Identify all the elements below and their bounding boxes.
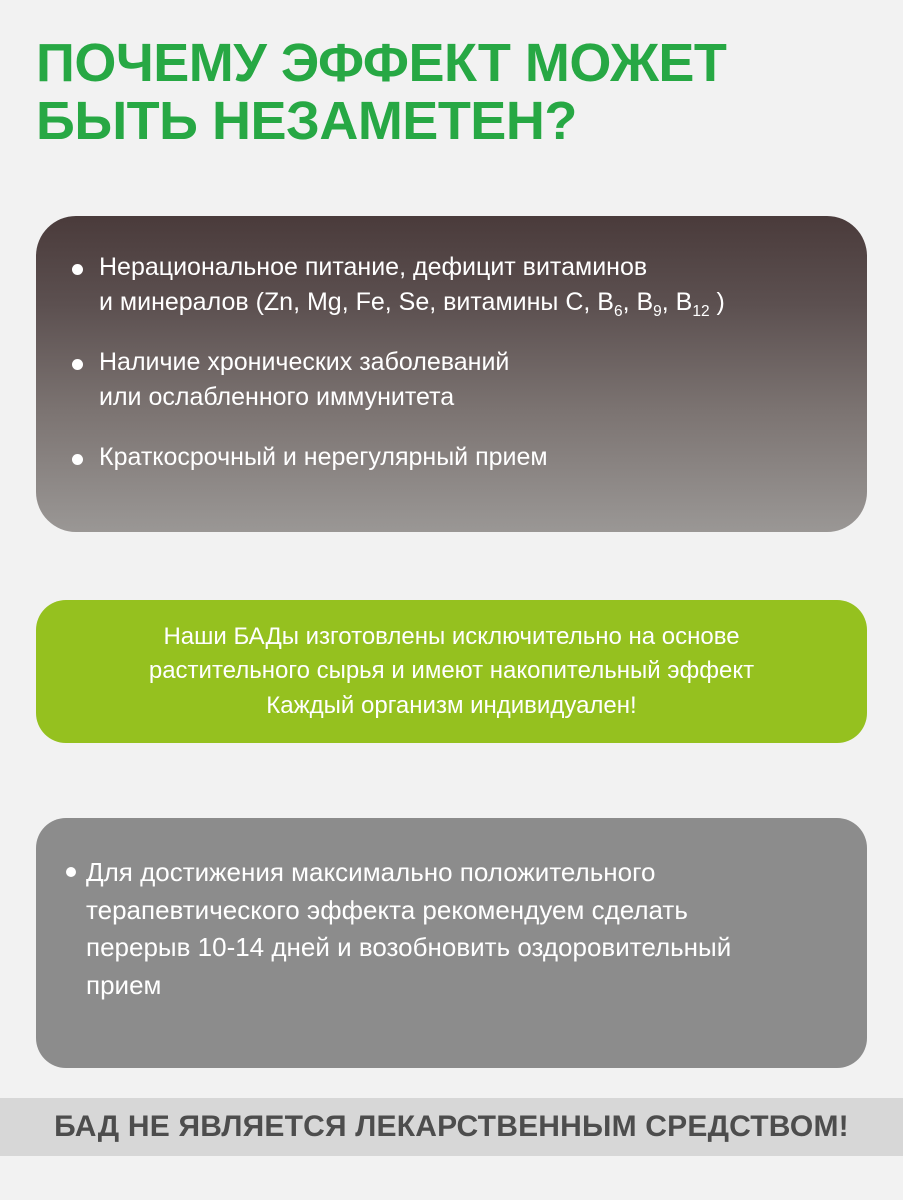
list-item-line: Краткосрочный и нерегулярный прием — [99, 443, 548, 471]
list-item-line — [99, 285, 831, 320]
list-item-line: перерыв 10-14 дней и возобновить оздоровительный — [86, 932, 732, 963]
vitamin-subscript-9: 9 — [653, 302, 662, 320]
bullet-dot-icon — [72, 359, 83, 370]
list-item — [72, 250, 831, 319]
page-title — [36, 34, 876, 151]
list-item-text — [86, 854, 827, 1005]
list-item-line-prefix: и минералов (Zn, Mg, Fe, Se, витамины C, B — [99, 287, 614, 316]
reasons-card — [36, 216, 867, 532]
list-item-line-suffix: ) — [709, 287, 725, 316]
list-item-line: Нерациональное питание, дефицит витаминов — [99, 253, 648, 281]
page-title-line-2: БЫТЬ НЕЗАМЕТЕН? — [36, 91, 577, 152]
list-item-line: прием — [86, 970, 162, 1001]
list-item-text — [99, 345, 831, 414]
page-title-line-1: ПОЧЕМУ ЭФФЕКТ МОЖЕТ — [36, 33, 727, 93]
highlight-line-1: Наши БАДы изготовлены исключительно на основе — [163, 623, 740, 651]
bullet-dot-icon — [72, 264, 83, 275]
bullet-dot-icon — [66, 867, 76, 877]
list-item-line-mid-1: , B — [622, 287, 654, 316]
list-item — [72, 345, 831, 414]
highlight-line-2: растительного сырья и имеют накопительный эффект — [148, 657, 755, 685]
vitamin-subscript-6: 6 — [613, 302, 623, 320]
list-item-text — [99, 250, 831, 319]
bullet-dot-icon — [72, 454, 83, 465]
list-item-line: или ослабленного иммунитета — [99, 382, 455, 411]
list-item-text — [99, 440, 831, 475]
list-item-line: Для достижения максимально положительного — [86, 857, 656, 887]
list-item — [72, 440, 831, 475]
recommendation-card — [36, 818, 867, 1068]
disclaimer-text: БАД НЕ ЯВЛЯЕТСЯ ЛЕКАРСТВЕННЫМ СРЕДСТВОМ! — [54, 1110, 849, 1143]
highlight-line-3: Каждый организм индивидуален! — [266, 691, 637, 719]
list-item-line: Наличие хронических заболеваний — [99, 348, 510, 376]
disclaimer-banner — [0, 1098, 903, 1156]
list-item — [66, 854, 827, 1005]
list-item-line: терапевтического эффекта рекомендуем сделать — [86, 894, 688, 925]
vitamin-subscript-12: 12 — [692, 302, 710, 320]
highlight-card — [36, 600, 867, 743]
list-item-line-mid-2: , B — [661, 287, 693, 316]
